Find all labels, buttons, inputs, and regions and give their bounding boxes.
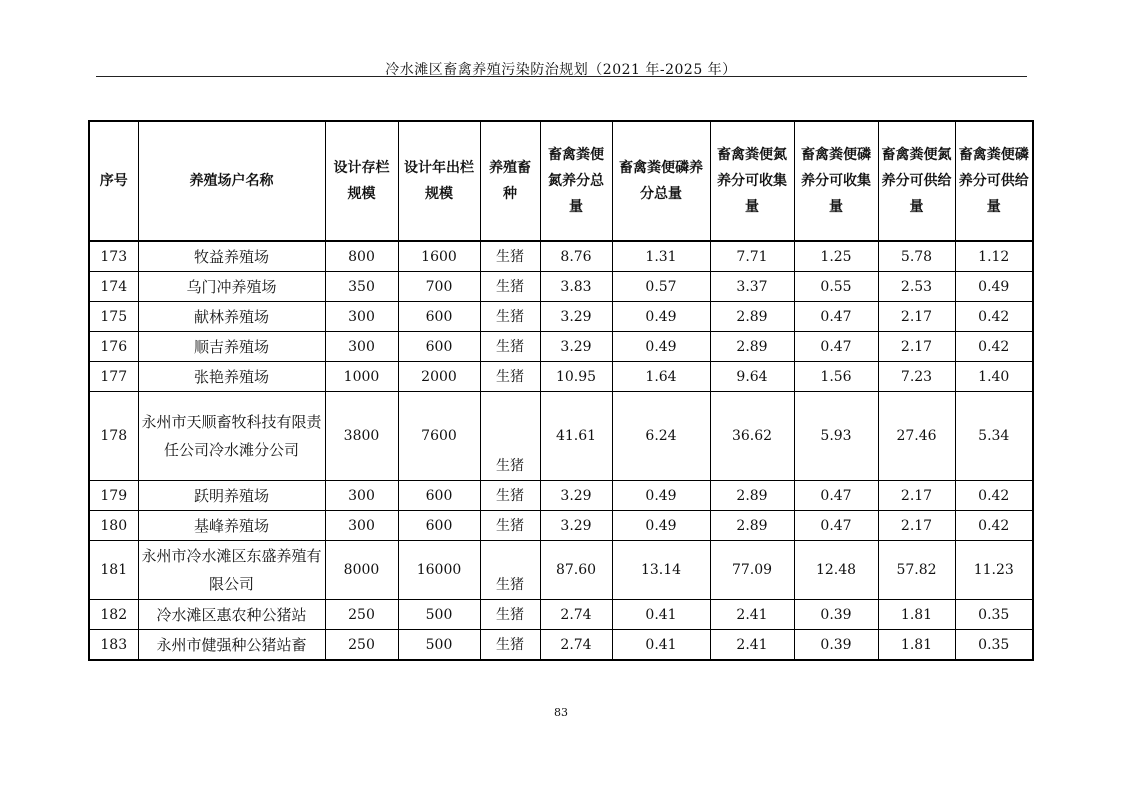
cell-species: 生猪 bbox=[480, 241, 540, 272]
cell-design-output: 600 bbox=[398, 481, 480, 511]
cell-p-total: 0.41 bbox=[612, 600, 710, 630]
cell-n-supply: 2.17 bbox=[878, 511, 955, 541]
cell-index: 179 bbox=[89, 481, 138, 511]
cell-n-collectable: 2.41 bbox=[710, 630, 794, 661]
col-header-n-supply: 畜禽粪便氮养分可供给量 bbox=[878, 121, 955, 241]
cell-n-collectable: 77.09 bbox=[710, 541, 794, 600]
cell-p-supply: 1.12 bbox=[955, 241, 1033, 272]
col-header-p-collectable: 畜禽粪便磷养分可收集量 bbox=[794, 121, 878, 241]
cell-design-stock: 300 bbox=[325, 332, 398, 362]
cell-n-collectable: 36.62 bbox=[710, 392, 794, 481]
cell-p-supply: 0.42 bbox=[955, 332, 1033, 362]
cell-species: 生猪 bbox=[480, 302, 540, 332]
col-header-n-total: 畜禽粪便氮养分总量 bbox=[540, 121, 612, 241]
cell-n-total: 3.29 bbox=[540, 481, 612, 511]
col-header-p-total: 畜禽粪便磷养分总量 bbox=[612, 121, 710, 241]
cell-index: 174 bbox=[89, 272, 138, 302]
cell-index: 182 bbox=[89, 600, 138, 630]
cell-p-total: 0.49 bbox=[612, 511, 710, 541]
cell-n-total: 2.74 bbox=[540, 600, 612, 630]
cell-p-supply: 0.49 bbox=[955, 272, 1033, 302]
cell-design-stock: 300 bbox=[325, 302, 398, 332]
table-row bbox=[89, 541, 1033, 600]
cell-species: 生猪 bbox=[480, 272, 540, 302]
cell-design-output: 600 bbox=[398, 511, 480, 541]
table-row bbox=[89, 332, 1033, 362]
cell-p-supply: 0.42 bbox=[955, 302, 1033, 332]
cell-p-total: 1.64 bbox=[612, 362, 710, 392]
cell-design-output: 600 bbox=[398, 332, 480, 362]
cell-n-supply: 1.81 bbox=[878, 600, 955, 630]
col-header-p-supply: 畜禽粪便磷养分可供给量 bbox=[955, 121, 1033, 241]
cell-p-collectable: 0.39 bbox=[794, 600, 878, 630]
cell-design-output: 1600 bbox=[398, 241, 480, 272]
cell-design-stock: 800 bbox=[325, 241, 398, 272]
cell-n-supply: 5.78 bbox=[878, 241, 955, 272]
cell-farm-name: 顺吉养殖场 bbox=[138, 332, 325, 362]
table-row bbox=[89, 272, 1033, 302]
cell-farm-name: 乌门冲养殖场 bbox=[138, 272, 325, 302]
col-header-n-collectable: 畜禽粪便氮养分可收集量 bbox=[710, 121, 794, 241]
col-header-design-annual-output: 设计年出栏规模 bbox=[398, 121, 480, 241]
cell-p-collectable: 0.47 bbox=[794, 511, 878, 541]
cell-p-collectable: 0.55 bbox=[794, 272, 878, 302]
livestock-farms-table bbox=[88, 120, 1034, 661]
cell-n-collectable: 2.89 bbox=[710, 511, 794, 541]
cell-n-total: 8.76 bbox=[540, 241, 612, 272]
cell-design-stock: 250 bbox=[325, 600, 398, 630]
cell-n-collectable: 2.89 bbox=[710, 302, 794, 332]
cell-design-output: 2000 bbox=[398, 362, 480, 392]
cell-p-collectable: 0.47 bbox=[794, 332, 878, 362]
cell-design-stock: 300 bbox=[325, 481, 398, 511]
cell-n-supply: 2.17 bbox=[878, 332, 955, 362]
cell-design-stock: 250 bbox=[325, 630, 398, 661]
cell-index: 180 bbox=[89, 511, 138, 541]
col-header-farm-name: 养殖场户名称 bbox=[138, 121, 325, 241]
col-header-species: 养殖畜种 bbox=[480, 121, 540, 241]
cell-n-supply: 2.17 bbox=[878, 481, 955, 511]
col-header-index: 序号 bbox=[89, 121, 138, 241]
cell-n-total: 10.95 bbox=[540, 362, 612, 392]
cell-p-collectable: 0.39 bbox=[794, 630, 878, 661]
cell-p-collectable: 0.47 bbox=[794, 302, 878, 332]
cell-design-stock: 8000 bbox=[325, 541, 398, 600]
cell-n-supply: 57.82 bbox=[878, 541, 955, 600]
cell-index: 177 bbox=[89, 362, 138, 392]
cell-n-supply: 2.53 bbox=[878, 272, 955, 302]
cell-n-collectable: 7.71 bbox=[710, 241, 794, 272]
cell-design-output: 500 bbox=[398, 600, 480, 630]
cell-farm-name: 永州市天顺畜牧科技有限责任公司冷水滩分公司 bbox=[138, 392, 325, 481]
cell-species: 生猪 bbox=[480, 481, 540, 511]
cell-n-total: 3.29 bbox=[540, 302, 612, 332]
cell-n-total: 3.83 bbox=[540, 272, 612, 302]
cell-design-stock: 3800 bbox=[325, 392, 398, 481]
cell-n-supply: 27.46 bbox=[878, 392, 955, 481]
cell-index: 173 bbox=[89, 241, 138, 272]
cell-p-supply: 0.35 bbox=[955, 630, 1033, 661]
cell-p-total: 13.14 bbox=[612, 541, 710, 600]
cell-farm-name: 基峰养殖场 bbox=[138, 511, 325, 541]
cell-farm-name: 永州市冷水滩区东盛养殖有限公司 bbox=[138, 541, 325, 600]
cell-n-collectable: 2.89 bbox=[710, 332, 794, 362]
cell-index: 178 bbox=[89, 392, 138, 481]
cell-farm-name: 跃明养殖场 bbox=[138, 481, 325, 511]
cell-species: 生猪 bbox=[480, 362, 540, 392]
cell-p-supply: 0.35 bbox=[955, 600, 1033, 630]
cell-design-output: 600 bbox=[398, 302, 480, 332]
cell-species: 生猪 bbox=[480, 392, 540, 481]
cell-n-collectable: 2.89 bbox=[710, 481, 794, 511]
table-row bbox=[89, 630, 1033, 661]
header-rule bbox=[96, 76, 1027, 77]
cell-index: 176 bbox=[89, 332, 138, 362]
page-header-title: 冷水滩区畜禽养殖污染防治规划（2021 年-2025 年） bbox=[385, 62, 737, 78]
cell-p-total: 0.57 bbox=[612, 272, 710, 302]
cell-p-collectable: 12.48 bbox=[794, 541, 878, 600]
table-row bbox=[89, 362, 1033, 392]
cell-n-total: 87.60 bbox=[540, 541, 612, 600]
cell-p-supply: 1.40 bbox=[955, 362, 1033, 392]
cell-n-supply: 7.23 bbox=[878, 362, 955, 392]
cell-index: 183 bbox=[89, 630, 138, 661]
cell-design-output: 500 bbox=[398, 630, 480, 661]
cell-p-supply: 0.42 bbox=[955, 481, 1033, 511]
cell-p-collectable: 1.56 bbox=[794, 362, 878, 392]
table-row bbox=[89, 302, 1033, 332]
cell-n-total: 3.29 bbox=[540, 511, 612, 541]
cell-n-supply: 2.17 bbox=[878, 302, 955, 332]
cell-n-supply: 1.81 bbox=[878, 630, 955, 661]
cell-design-stock: 300 bbox=[325, 511, 398, 541]
cell-species: 生猪 bbox=[480, 630, 540, 661]
cell-p-total: 0.49 bbox=[612, 302, 710, 332]
cell-n-collectable: 2.41 bbox=[710, 600, 794, 630]
table-header-row bbox=[89, 121, 1033, 241]
cell-p-supply: 11.23 bbox=[955, 541, 1033, 600]
table-row bbox=[89, 511, 1033, 541]
cell-p-total: 1.31 bbox=[612, 241, 710, 272]
cell-species: 生猪 bbox=[480, 600, 540, 630]
cell-p-collectable: 5.93 bbox=[794, 392, 878, 481]
table-body bbox=[89, 241, 1033, 660]
cell-p-collectable: 1.25 bbox=[794, 241, 878, 272]
col-header-design-stock: 设计存栏规模 bbox=[325, 121, 398, 241]
cell-p-total: 6.24 bbox=[612, 392, 710, 481]
cell-species: 生猪 bbox=[480, 332, 540, 362]
cell-species: 生猪 bbox=[480, 541, 540, 600]
cell-n-collectable: 3.37 bbox=[710, 272, 794, 302]
cell-p-supply: 5.34 bbox=[955, 392, 1033, 481]
cell-p-total: 0.41 bbox=[612, 630, 710, 661]
cell-farm-name: 牧益养殖场 bbox=[138, 241, 325, 272]
table-row bbox=[89, 600, 1033, 630]
cell-index: 181 bbox=[89, 541, 138, 600]
cell-design-stock: 350 bbox=[325, 272, 398, 302]
cell-p-total: 0.49 bbox=[612, 332, 710, 362]
table-row bbox=[89, 241, 1033, 272]
cell-species: 生猪 bbox=[480, 511, 540, 541]
cell-p-supply: 0.42 bbox=[955, 511, 1033, 541]
cell-index: 175 bbox=[89, 302, 138, 332]
cell-n-total: 3.29 bbox=[540, 332, 612, 362]
cell-farm-name: 永州市健强种公猪站畜 bbox=[138, 630, 325, 661]
cell-farm-name: 张艳养殖场 bbox=[138, 362, 325, 392]
table-row bbox=[89, 392, 1033, 481]
cell-p-collectable: 0.47 bbox=[794, 481, 878, 511]
cell-p-total: 0.49 bbox=[612, 481, 710, 511]
cell-n-total: 2.74 bbox=[540, 630, 612, 661]
cell-farm-name: 献林养殖场 bbox=[138, 302, 325, 332]
page-number: 83 bbox=[554, 706, 568, 719]
cell-design-stock: 1000 bbox=[325, 362, 398, 392]
cell-n-total: 41.61 bbox=[540, 392, 612, 481]
cell-farm-name: 冷水滩区惠农种公猪站 bbox=[138, 600, 325, 630]
table-row bbox=[89, 481, 1033, 511]
cell-design-output: 7600 bbox=[398, 392, 480, 481]
cell-design-output: 700 bbox=[398, 272, 480, 302]
cell-n-collectable: 9.64 bbox=[710, 362, 794, 392]
cell-design-output: 16000 bbox=[398, 541, 480, 600]
